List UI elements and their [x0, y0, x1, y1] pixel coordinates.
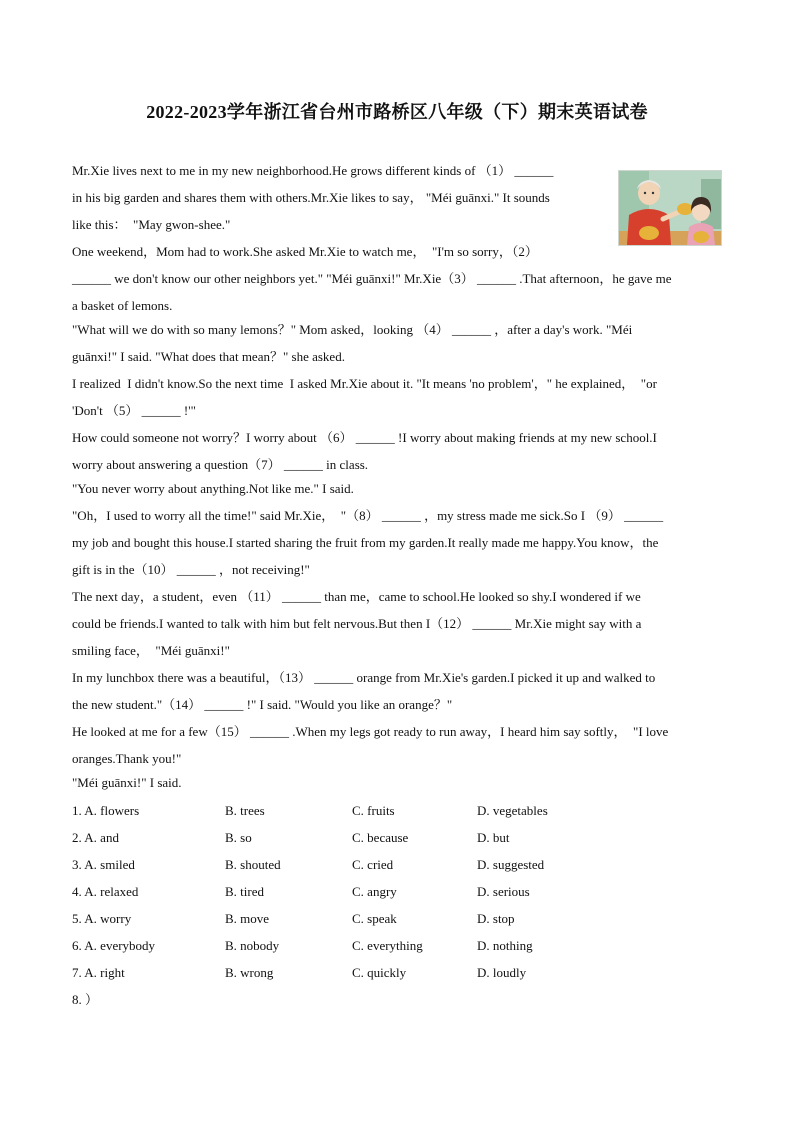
option-b: B. nobody — [225, 938, 280, 953]
question-row — [72, 908, 724, 935]
option-b: B. move — [225, 911, 270, 926]
option-c: C. everything — [352, 938, 423, 953]
option-c: C. because — [352, 830, 409, 845]
option-a: 2. A. and — [72, 830, 119, 845]
option-a: 4. A. relaxed — [72, 884, 139, 899]
question-row — [72, 854, 724, 881]
passage-line: could be friends.I wanted to talk with him but felt nervous.But then I（12） ______ Mr.Xie might say with a — [72, 616, 642, 631]
option-d: D. stop — [477, 911, 515, 926]
option-d: D. nothing — [477, 938, 533, 953]
passage-line: 'Don't （5） ______ !'" — [72, 403, 196, 418]
option-b: B. trees — [225, 803, 265, 818]
option-c: C. angry — [352, 884, 397, 899]
option-d: D. vegetables — [477, 803, 548, 818]
option-c: C. speak — [352, 911, 397, 926]
passage-line: guānxi!" I said. "What does that mean？" she asked. — [72, 349, 345, 364]
passage-line: my job and bought this house.I started sharing the fruit from my garden.It really made me happy.You know，the — [72, 535, 659, 550]
passage-line: I realized I didn't know.So the next time I asked Mr.Xie about it. "It means 'no problem'，" he explained， "or — [72, 376, 657, 391]
question-row — [72, 935, 724, 962]
option-a: 1. A. flowers — [72, 803, 140, 818]
question-row — [72, 827, 724, 854]
option-d: D. suggested — [477, 857, 545, 872]
option-b: B. tired — [225, 884, 264, 899]
option-b: B. so — [225, 830, 252, 845]
option-a: 7. A. right — [72, 965, 125, 980]
passage-line: gift is in the（10） ______ ，not receiving!" — [72, 562, 310, 577]
option-d: D. but — [477, 830, 510, 845]
option-c: C. fruits — [352, 803, 395, 818]
passage-line: "Oh，I used to worry all the time!" said Mr.Xie， "（8） ______ ，my stress made me sick.So I （9） ______ — [72, 508, 664, 523]
passage-line: Mr.Xie lives next to me in my new neighborhood.He grows different kinds of （1） ______ — [72, 163, 554, 178]
option-c: C. cried — [352, 857, 394, 872]
option-a: 3. A. smiled — [72, 857, 135, 872]
passage-line: How could someone not worry？I worry about （6） ______ !I worry about making friends at my new school.I — [72, 430, 657, 445]
question-row — [72, 800, 724, 827]
passage-line: ______ we don't know our other neighbors yet." "Méi guānxi!" Mr.Xie（3） ______ .That afternoon，he gave me — [72, 271, 672, 286]
option-a: 6. A. everybody — [72, 938, 156, 953]
passage-line: "Méi guānxi!" I said. — [72, 775, 182, 790]
passage-line: smiling face， "Méi guānxi!" — [72, 643, 230, 658]
option-c: C. quickly — [352, 965, 407, 980]
page-title: 2022-2023学年浙江省台州市路桥区八年级（下）期末英语试卷 — [146, 102, 648, 122]
question-8-label: 8. ） — [72, 992, 99, 1007]
option-d: D. loudly — [477, 965, 527, 980]
question-row — [72, 962, 724, 989]
answer-options — [72, 800, 724, 1016]
option-d: D. serious — [477, 884, 530, 899]
question-row-partial — [72, 989, 724, 1016]
passage-line: "You never worry about anything.Not like me." I said. — [72, 481, 354, 496]
passage-line: One weekend，Mom had to work.She asked Mr.Xie to watch me， "I'm so sorry，（2） — [72, 244, 538, 259]
cloze-passage — [72, 160, 724, 796]
passage-line: like this： "May gwon-shee." — [72, 217, 231, 232]
passage-line: The next day，a student，even （11） ______ than me，came to school.He looked so shy.I wondered if we — [72, 589, 641, 604]
passage-line: He looked at me for a few（15） ______ .When my legs got ready to run away，I heard him say softly， "I love — [72, 724, 669, 739]
option-b: B. shouted — [225, 857, 281, 872]
passage-line: the new student."（14） ______ !" I said. "Would you like an orange？" — [72, 697, 453, 712]
passage-line: In my lunchbox there was a beautiful，（13） ______ orange from Mr.Xie's garden.I picked it up and walked to — [72, 670, 656, 685]
option-b: B. wrong — [225, 965, 274, 980]
passage-line: "What will we do with so many lemons？" Mom asked，looking （4） ______ ，after a day's work. "Méi — [72, 322, 633, 337]
option-a: 5. A. worry — [72, 911, 132, 926]
passage-line: a basket of lemons. — [72, 298, 173, 313]
passage-line: in his big garden and shares them with others.Mr.Xie likes to say， "Méi guānxi." It sounds — [72, 190, 550, 205]
passage-line: worry about answering a question（7） ______ in class. — [72, 457, 369, 472]
passage-line: oranges.Thank you!" — [72, 751, 182, 766]
question-row — [72, 881, 724, 908]
